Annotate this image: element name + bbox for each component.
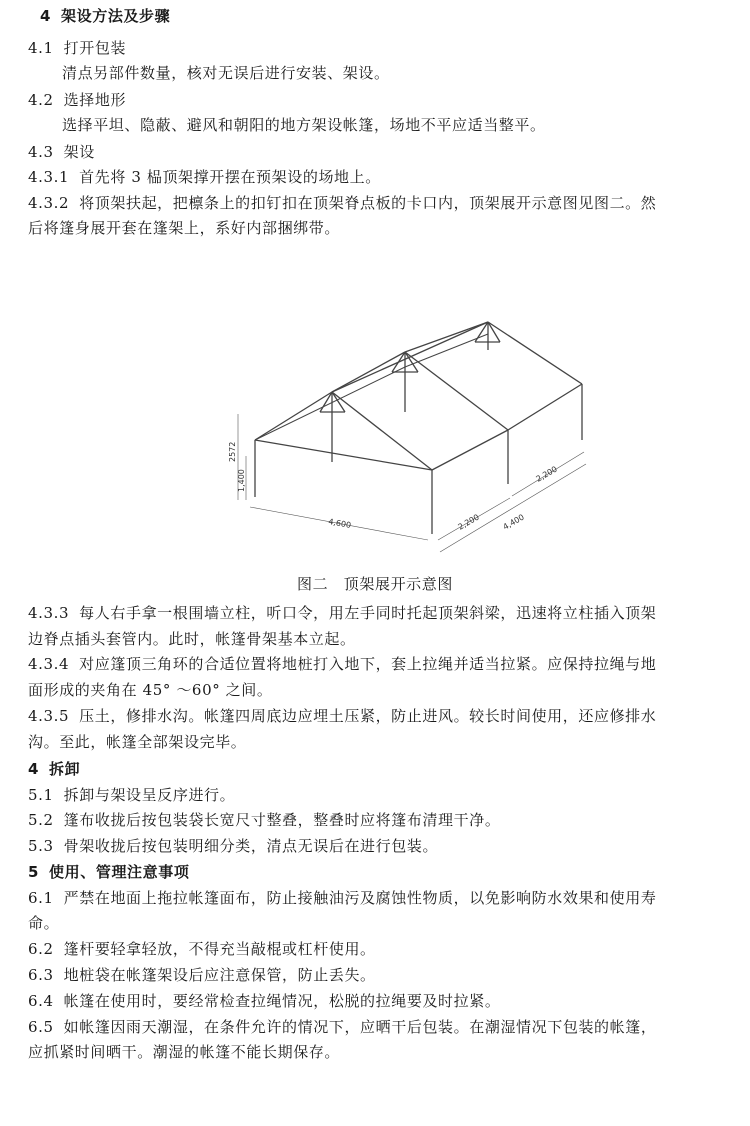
section-number: 4.3.2 xyxy=(28,194,70,212)
paragraph-6-1 xyxy=(28,886,750,910)
paragraph-text: 拆卸与架设呈反序进行。 xyxy=(63,786,236,804)
paragraph-5-2 xyxy=(28,808,750,832)
paragraph-continuation: 后将篷身展开套在篷架上，系好内部捆绑带。 xyxy=(28,219,341,237)
paragraph-4-3-2 xyxy=(28,191,750,215)
paragraph-text: 首先将 3 榀顶架撑开摆在预架设的场地上。 xyxy=(79,168,381,186)
paragraph-6-2 xyxy=(28,937,750,961)
section-number: 6.4 xyxy=(28,992,54,1010)
section-heading-5 xyxy=(28,860,750,884)
section-title: 使用、管理注意事项 xyxy=(49,863,190,881)
section-number: 4.3.5 xyxy=(28,707,70,725)
section-title: 打开包装 xyxy=(63,39,127,57)
section-number: 4 xyxy=(40,7,52,25)
frame-drawing xyxy=(220,312,620,562)
paragraph-5-1 xyxy=(28,783,750,807)
section-number: 6.3 xyxy=(28,966,54,984)
paragraph-4-3-3 xyxy=(28,601,750,625)
paragraph-text: 将顶架扶起，把檩条上的扣钉扣在顶架脊点板的卡口内，顶架展开示意图见图二。然 xyxy=(79,194,657,212)
section-heading-4-2 xyxy=(28,88,750,112)
section-title: 架设 xyxy=(63,143,95,161)
section-number: 5.3 xyxy=(28,837,54,855)
section-heading-disassembly xyxy=(28,757,750,781)
paragraph-text: 篷布收拢后按包装袋长宽尺寸整叠，整叠时应将篷布清理干净。 xyxy=(63,811,501,829)
section-heading-4-3 xyxy=(28,140,750,164)
section-number: 5.2 xyxy=(28,811,54,829)
paragraph-6-5 xyxy=(28,1015,750,1039)
paragraph-text: 对应篷顶三角环的合适位置将地桩打入地下，套上拉绳并适当拉紧。应保持拉绳与地 xyxy=(79,655,657,673)
paragraph-continuation: 边脊点插头套管内。此时，帐篷骨架基本立起。 xyxy=(28,630,356,648)
section-number: 4.3.3 xyxy=(28,604,70,622)
paragraph-4-3-1 xyxy=(28,165,750,189)
section-number: 5 xyxy=(28,863,40,881)
paragraph-text: 篷杆要轻拿轻放，不得充当敲棍或杠杆使用。 xyxy=(63,940,376,958)
section-number: 6.1 xyxy=(28,889,54,907)
section-heading-4 xyxy=(40,4,750,28)
paragraph-continuation: 应抓紧时间晒干。潮湿的帐篷不能长期保存。 xyxy=(28,1043,341,1061)
paragraph: 清点另部件数量，核对无误后进行安装、架设。 xyxy=(62,64,390,82)
paragraph-text: 每人右手拿一根围墙立柱，听口令，用左手同时托起顶架斜梁，迅速将立柱插入顶架 xyxy=(79,604,657,622)
paragraph-text: 帐篷在使用时，要经常检查拉绳情况，松脱的拉绳要及时拉紧。 xyxy=(63,992,501,1010)
section-number: 4.1 xyxy=(28,39,54,57)
section-number: 4.3 xyxy=(28,143,54,161)
section-heading-4-1 xyxy=(28,36,750,60)
paragraph-text: 严禁在地面上拖拉帐篷面布，防止接触油污及腐蚀性物质，以免影响防水效果和使用寿 xyxy=(63,889,657,907)
paragraph: 选择平坦、隐蔽、避风和朝阳的地方架设帐篷，场地不平应适当整平。 xyxy=(62,116,546,134)
section-number: 4.3.4 xyxy=(28,655,70,673)
section-title: 架设方法及步骤 xyxy=(61,7,171,25)
paragraph-5-3 xyxy=(28,834,750,858)
paragraph-4-3-4 xyxy=(28,652,750,676)
tent-frame-diagram xyxy=(220,312,620,562)
dimension-label: 2,200 xyxy=(534,464,559,484)
paragraph-text: 地桩袋在帐篷架设后应注意保管，防止丢失。 xyxy=(63,966,376,984)
section-title: 拆卸 xyxy=(49,760,81,778)
paragraph-6-4 xyxy=(28,989,750,1013)
section-number: 5.1 xyxy=(28,786,54,804)
figure-caption: 图二 顶架展开示意图 xyxy=(296,575,453,593)
dimension-label: 1,400 xyxy=(237,469,246,492)
paragraph-text: 压土，修排水沟。帐篷四周底边应埋土压紧，防止进风。较长时间使用，还应修排水 xyxy=(79,707,657,725)
section-number: 6.5 xyxy=(28,1018,54,1036)
paragraph-continuation: 面形成的夹角在 45° ～60° 之间。 xyxy=(28,681,273,699)
section-number: 4 xyxy=(28,760,40,778)
section-number: 4.3.1 xyxy=(28,168,70,186)
section-title: 选择地形 xyxy=(63,91,127,109)
dimension-label: 4,400 xyxy=(501,512,526,532)
dimension-label: 4,600 xyxy=(327,517,352,530)
paragraph-text: 如帐篷因雨天潮湿，在条件允许的情况下，应晒干后包装。在潮湿情况下包装的帐篷， xyxy=(63,1018,657,1036)
dimension-label: 2572 xyxy=(228,441,237,462)
dimension-label: 2,200 xyxy=(456,512,481,532)
paragraph-4-3-5 xyxy=(28,704,750,728)
paragraph-text: 骨架收拢后按包装明细分类，清点无误后在进行包装。 xyxy=(63,837,439,855)
section-number: 6.2 xyxy=(28,940,54,958)
paragraph-continuation: 沟。至此，帐篷全部架设完毕。 xyxy=(28,733,247,751)
section-number: 4.2 xyxy=(28,91,54,109)
paragraph-6-3 xyxy=(28,963,750,987)
paragraph-continuation: 命。 xyxy=(28,914,60,932)
